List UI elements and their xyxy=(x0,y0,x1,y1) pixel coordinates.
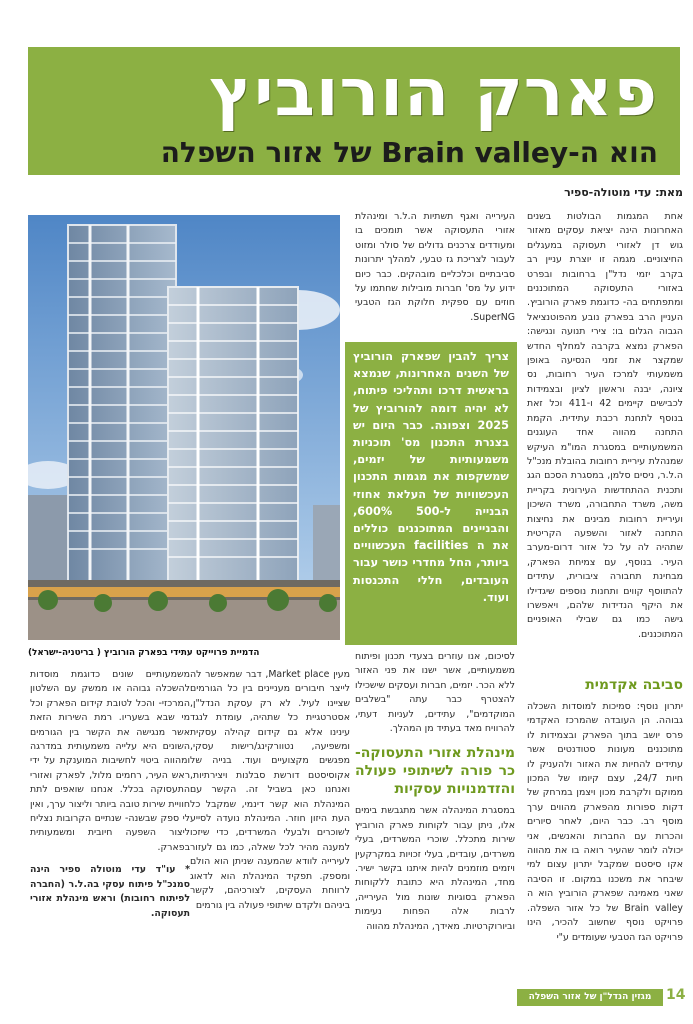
column-middle-bottom xyxy=(355,650,515,980)
author-note: * עו"ד עדי מוטולה ספיר הינה סמנכ"ל פיתוח עסקי בה.ל.ר (החברה לפיתוח רחובות) וראש מינהלת אזורי תעסוקה. xyxy=(30,864,190,919)
column-middle-bottom-text: לסיכום, אנו עוזרים בצעדי תכנון ופיתוח משמעותיים, אשר ישנו את פני האזור ללא הכר. יזמים, חברות ועסקים שישכילו להצטרף כבר עתה "בשלבים המוקדמים", עתידים, לעניות דעתי, להרוויח מאד בעתיד מן המהלך. xyxy=(355,651,515,735)
column-left-mid-text: מעין Market place, דבר שמאפשר לה לייצר חיבורים מעניינים בין כל הגורמים שציינו לעיל. לא רק עסקת הנדל"ן, אסטרטגיית כל שתהיה, עומדת לנגד עינינו אלא גם קידום קהילה עסקית ומשפיעה, נטוורקינג/רישות עסקי, מפגשים מקצועיים ועוד. בנייה של אקוסיסטם דורשת סבלנות ויצירתיות, ואנחנו כאן בשביל זה. הקשר עם המינהלת הוא קשר דינמי, שמקבל כל העת היזון חוזר. המינהלת נועדה לסייע לשוכרים ולבעלי המשרדים, כדי שיזכו למענה מהיר לכל שאלה, כמו גם לעזור לעירייה לוודא שהמענה שניתן הוא הולם ומספק. תפקיד המינהלת הוא לדאוג לרווחת העסקים, לצורכיהם, לקשר ביניהם ולקדם שיתופי פעולה בין גורמים xyxy=(190,669,350,911)
footer-section-bar: מגזין הנדל"ן של אזור השפלה xyxy=(517,989,663,1006)
section-subhead-management: מינהלת אזורי התעסוקה- כר פורה לשיתופי פעולה והזדמנויות עסקיות xyxy=(355,745,515,798)
column-right-lower xyxy=(527,676,683,976)
column-right xyxy=(527,210,683,640)
column-right-text: אחת המגמות הבולטות בשנים האחרונות הינה יציאת עסקים מאזור גוש דן לאזורי תעסוקה במעגלים החיצוניים. מגמה זו יוצרת עניין רב בקרב יזמי נדל"ן ברחובות ובפרט באזורי התעסוקה המתוכננים ומתפתחים בה- כדוגמת פארק הורוביץ. העניין הרב בפארק נובע מהפוטנציאל הגבוה הגלום בו: צירי תנועה ונגישה: הפארק נמצא בקרבה למחלף החדש שמקצר את זמני הנסיעה באופן משמעותי למרכז העיר רחובות, נס ציונה, יבנה וראשון לציון ובצמידות לכבישים קיימים 42 ו-411 וכל זאת בנוסף לתחנת רכבת עתידית. הקמת התחנה מהווה אחד העוגנים המשמעותיים במסגרת המו"מ העיקש שמנהלת עיריית רחובות בהובלת מנכ"ל ה.ל.ר, ניסים סלמן, במסגרת הסכם הגג ותכנית ההתחדשות העירונית בקריית משה, משרד התחבורה, משרד השיכון ועיריית רחובות מבינים את נחיצות התחנה לאזור והשפעה הקריטית שתהיה לה על כל אזור דרום-מערב העיר. בנוסף, עם צמיחת הפארק, מבחינת תחבורה ציבורית, עתידים להתווסף קווים ותחנות נוספים שיגדילו את היקף הנדידות שלהם, ויאפשרו גישה כמו גם שבילי האופניים המתוכננים. xyxy=(527,211,683,640)
byline: מאת: עדי מוטולה-ספיר xyxy=(564,186,683,199)
column-middle-top-text: העירייה ואגף תשתיות ה.ל.ר ומינהלת אזורי התעסוקה אשר תומכים בו ומעודדים צרכנים גדולים של סולר ומזוט לעבור לצריכת גז טבעי, למהלך יתרונות סביבתיים וכלכליים מובהקים. כבר כיום ידוע על מס' חברות מובילות שחתמו על חוזים עם ספקית חלוקת הגז הטבעי SuperNG. xyxy=(355,211,515,323)
column-left-mid xyxy=(190,668,350,978)
page-footer xyxy=(0,981,693,1024)
column-left-bottom-text: משמעותיים שונים כדוגמת מוסדות להשכלה גבוהה או ממשק עם השלטון המרכזי- והכל לטובת קידום הפארק וכל מי שבא בשעריו. רמת השירות הזאת אשר מנגישה את הקשר בין הגורמים השונים היא עלייה משמעותית במדרגה ומהווה ביטוי לחשיבות המוענקת על ידי ראש העיר, רחמים מלול, לפארק ואזורי התעסוקה בכלל. אנחנו שואפים לתת חוויית שירות טובה ביותר וליצור ערך, ואין לי ספק שבשנה- שנתיים הקרובות נצליח ליצור השפעה חיובית ומשמעותית בפארק. xyxy=(30,669,190,853)
section-subhead-academic: סביבה אקדמית xyxy=(585,677,683,693)
headline-subtitle: הוא ה-Brain valley של אזור השפלה xyxy=(160,136,658,169)
photo-caption: הדמיית פרוייקט עתידי בפארק הורוביץ ( בריטניה-ישראל) xyxy=(28,648,260,658)
column-left-bottom xyxy=(30,668,190,978)
headline-banner xyxy=(28,47,680,175)
column-middle-top xyxy=(355,210,515,338)
headline-title: פארק הורוביץ xyxy=(209,54,658,131)
column-right-lower-text: יתרון נוסף: סמיכות למוסדות השכלה גבוהה. הן העובדה שהמרכז האקדמי פרס יושב בתוך הפארק ובצמידות לו מתוכננים מעונות סטודנטים אשר עתידים להחיות את האזור ולהעניק לו חיות 24/7, עצם קיומו של המכון ממוקם ולקרבת מכון ויצמן במרחק של דקות ספורות מהפארק מהווים ערך מוסף רב. כבר היום, לאחר סיורים והכרות עם החברות והאנשים, אני יכולה לומר שהעיר רואה בו את מהווה אקו סיסטם שמקבל יתרון עצום למי שיבחר את משכנו במקום. זו הסיבה שאני מאמינה שפארק הורוביץ הוא ה Brain valley של כל אזור השפלה. פרויקט נוסף שחשוב להכיר, הינו פרויקט הגז הטבעי שעומדים ע"י xyxy=(527,701,683,943)
column-middle-bottom-text-2: במסגרת המינהלה אשר מתגבשת בימים אלו, ניתן עבור לקוחות פארק הורוביץ שירות מתכלל. שוכרי המשרדים, בעלי משרדים, עובדים, בעלי זכויות במקרקעין ויזמים מוזמנים להיות איתנו בקשר ישיר. מחד, המינהלת היא כתובת ללקוחות הפארק בסוגיות שונות מול העירייה, לרבות אלה הפחות נעימות וביורוקרטיות. מאידך, המינהלת מהווה xyxy=(355,805,515,932)
pullquote-box: צריך להבין שפארק הורוביץ של השנים האחרונות, שנמצא בראשית דרכו ותהליכי פיתוח, לא יהיה דומה להורוביץ של 2025 וצפונה. כבר היום יש בצנרת התכנון מס' תוכניות משמעותיות של יזמים, שמשקפות את מגמות התכנון העכשוויות של העלאת אחוזי הבנייה ל-500 600%, והבניינים המתוכננים כוללים את ה facilities העכשוויים ביותר, החל מחדרי כושר עבור העובדים, חללי התכנסות ועוד. xyxy=(345,342,517,645)
building-rendering-image xyxy=(28,215,340,640)
page-number: 14 xyxy=(666,987,686,1003)
